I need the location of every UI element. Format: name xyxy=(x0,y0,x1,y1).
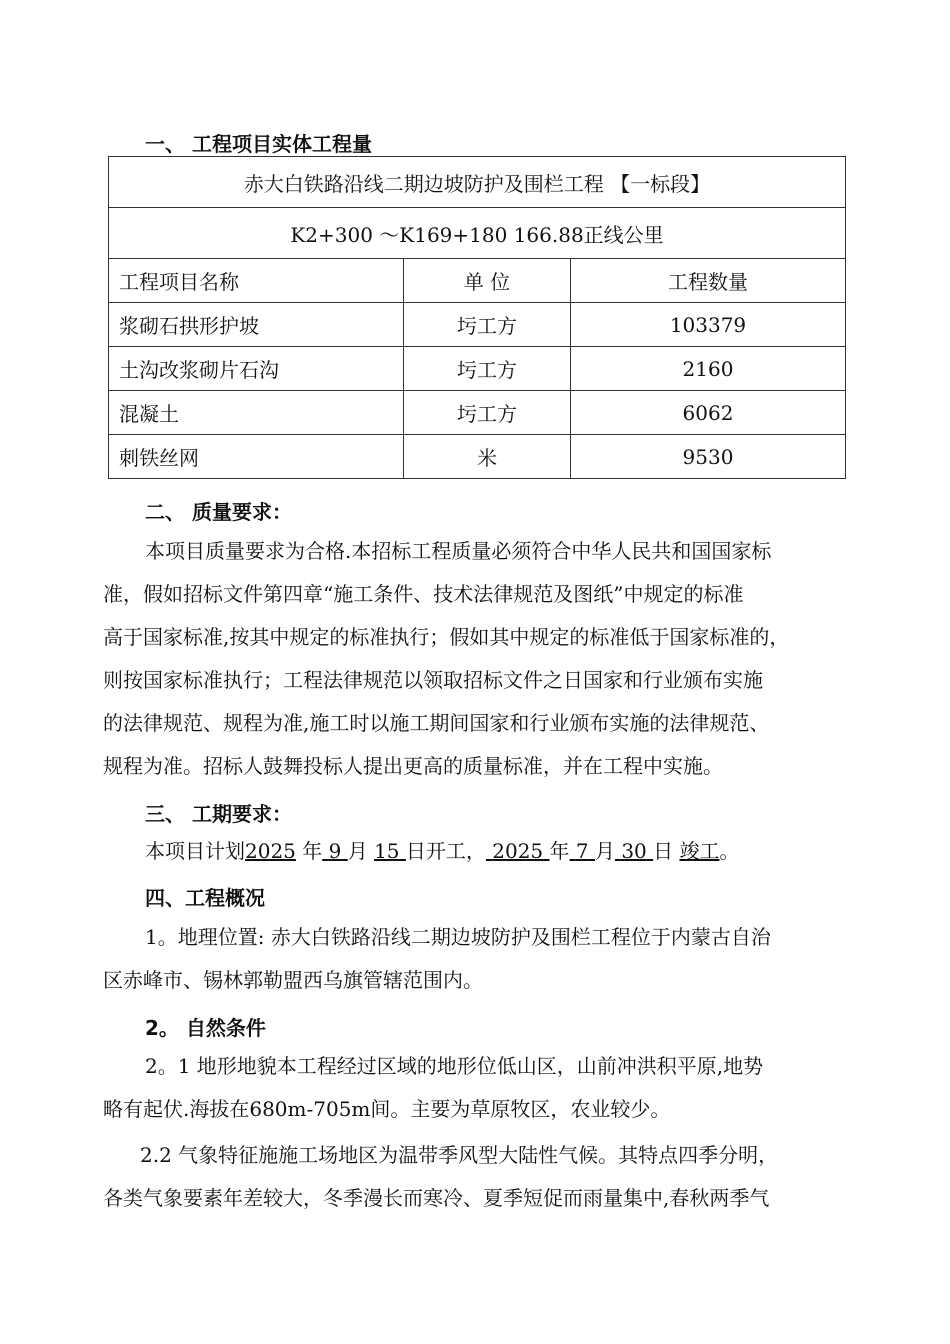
start-day-value: 15 xyxy=(374,839,400,863)
quality-line: 准，假如招标文件第四章“施工条件、技术法律规范及图纸”中规定的标准 xyxy=(103,582,744,606)
year-char: 年 xyxy=(302,839,323,863)
end-day xyxy=(615,839,653,863)
location-line: 区赤峰市、锡林郭勒盟西乌旗管辖范围内。 xyxy=(103,968,483,992)
table-row xyxy=(109,347,846,391)
quality-line: 则按国家标准执行；工程法律规范以领取招标文件之日国家和行业颁布实施 xyxy=(103,668,763,692)
month-char: 月 xyxy=(347,839,368,863)
table-row xyxy=(109,435,846,479)
start-year: 2025 xyxy=(245,839,296,863)
row-quantity: 103379 xyxy=(571,303,846,347)
section4-heading: 四、工程概况 xyxy=(145,886,265,910)
end-month-value: 7 xyxy=(575,839,589,863)
row-unit: 圬工方 xyxy=(404,391,571,435)
terrain-line: 2。1 地形地貌本工程经过区域的地形位低山区，山前冲洪积平原,地势 xyxy=(145,1054,764,1078)
climate-line: 2.2 气象特征施施工场地区为温带季风型大陆性气候。其特点四季分明， xyxy=(140,1143,779,1167)
quantity-table xyxy=(108,156,846,479)
year-char: 年 xyxy=(549,839,570,863)
schedule-line xyxy=(145,830,740,873)
header-quantity: 工程数量 xyxy=(571,259,846,303)
month-char: 月 xyxy=(594,839,615,863)
quality-line: 高于国家标准,按其中规定的标准执行；假如其中规定的标准低于国家标准的， xyxy=(103,625,790,649)
section2-heading: 二、 质量要求： xyxy=(145,500,292,524)
row-name: 混凝土 xyxy=(109,391,404,435)
quality-line: 的法律规范、规程为准,施工时以施工期间国家和行业颁布实施的法律规范、 xyxy=(103,711,770,735)
table-range-row xyxy=(109,208,846,259)
row-unit: 圬工方 xyxy=(404,303,571,347)
start-month xyxy=(322,839,347,863)
end-punct: 。 xyxy=(719,839,740,863)
row-quantity: 2160 xyxy=(571,347,846,391)
natural-conditions-heading: 2。 自然条件 xyxy=(145,1016,266,1040)
climate-line: 各类气象要素年差较大，冬季漫长而寒冷、夏季短促而雨量集中,春秋两季气 xyxy=(103,1186,770,1210)
table-row xyxy=(109,303,846,347)
range-cell: K2+300 ～K169+180 166.88正线公里 xyxy=(109,208,846,259)
end-year xyxy=(486,839,550,863)
table-title-row xyxy=(109,157,846,208)
end-word: 竣工 xyxy=(679,839,720,863)
day-char: 日 xyxy=(653,839,674,863)
start-day xyxy=(374,839,406,863)
end-month xyxy=(570,839,595,863)
row-name: 浆砌石拱形护坡 xyxy=(109,303,404,347)
project-title-cell: 赤大白铁路沿线二期边坡防护及围栏工程 【一标段】 xyxy=(109,157,846,208)
schedule-prefix: 本项目计划 xyxy=(145,839,245,863)
quality-line: 规程为准。招标人鼓舞投标人提出更高的质量标准，并在工程中实施。 xyxy=(103,754,723,778)
row-unit: 米 xyxy=(404,435,571,479)
section1-heading: 一、 工程项目实体工程量 xyxy=(145,132,372,156)
quality-line: 本项目质量要求为合格.本招标工程质量必须符合中华人民共和国国家标 xyxy=(145,539,772,563)
location-line: 1。地理位置: 赤大白铁路沿线二期边坡防护及围栏工程位于内蒙古自治 xyxy=(145,925,771,949)
section3-heading: 三、 工期要求： xyxy=(145,802,292,826)
start-month-value: 9 xyxy=(328,839,342,863)
header-name: 工程项目名称 xyxy=(109,259,404,303)
row-quantity: 6062 xyxy=(571,391,846,435)
row-unit: 圬工方 xyxy=(404,347,571,391)
start-suffix: 日开工， xyxy=(405,839,486,863)
row-quantity: 9530 xyxy=(571,435,846,479)
row-name: 刺铁丝网 xyxy=(109,435,404,479)
end-year-value: 2025 xyxy=(492,839,544,863)
table-row xyxy=(109,391,846,435)
end-day-value: 30 xyxy=(621,839,647,863)
terrain-line: 略有起伏.海拔在680m-705m间。主要为草原牧区，农业较少。 xyxy=(103,1097,671,1121)
header-unit: 单 位 xyxy=(404,259,571,303)
row-name: 土沟改浆砌片石沟 xyxy=(109,347,404,391)
table-header-row xyxy=(109,259,846,303)
